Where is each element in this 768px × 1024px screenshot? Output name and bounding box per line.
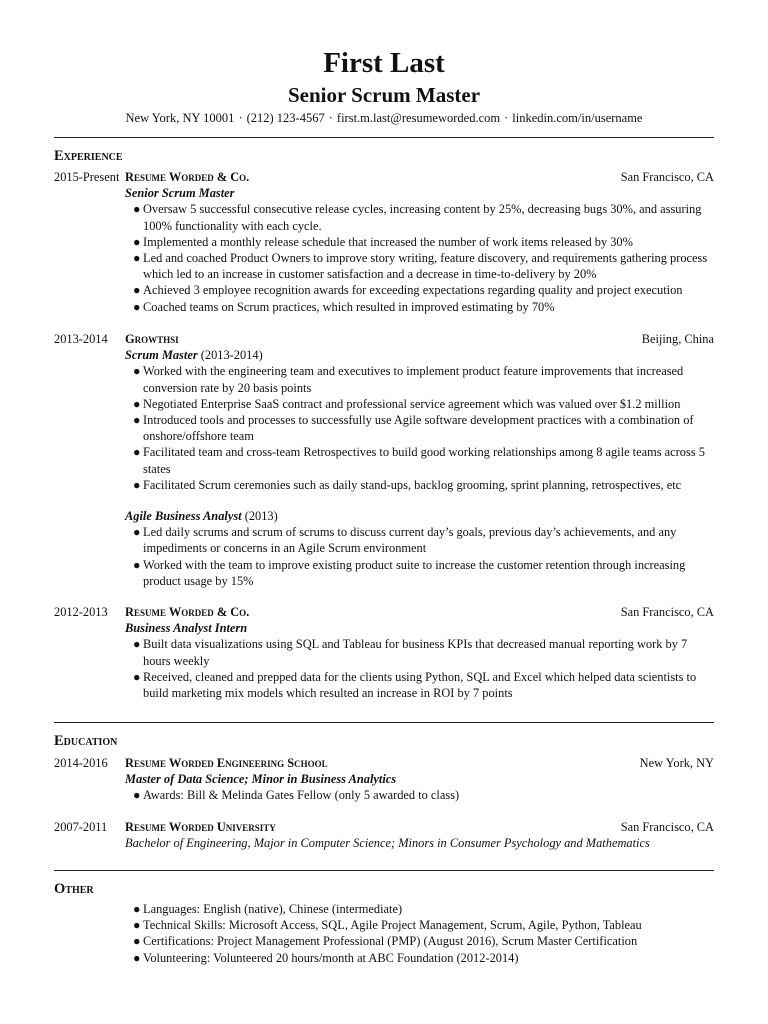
other-section — [54, 901, 714, 966]
contact-phone: (212) 123-4567 — [246, 111, 325, 125]
bullet-icon: ● — [133, 251, 141, 265]
section-divider — [54, 137, 714, 138]
bullet-item — [133, 396, 714, 412]
bullet-text: Worked with the engineering team and executives to implement product feature improvements that increased conversion rate by 20 basis points — [143, 364, 684, 395]
degree-text: Bachelor of Engineering, Major in Computer Science; Minors in Consumer Psychology and Mathematics — [125, 836, 650, 851]
bullet-item — [133, 234, 714, 250]
experience-entry — [54, 604, 714, 701]
section-divider — [54, 870, 714, 871]
bullet-icon: ● — [133, 557, 141, 572]
candidate-name: First Last — [323, 47, 445, 79]
bullet-list — [133, 201, 714, 314]
bullet-text: Technical Skills: Microsoft Access, SQL, Agile Project Management, Scrum, Agile, Python, Tableau — [143, 918, 642, 933]
role-title-text: Agile Business Analyst — [125, 509, 242, 523]
bullet-item — [133, 787, 714, 803]
entry-organization: Resume Worded & Co. — [125, 170, 250, 184]
bullet-item — [133, 557, 714, 589]
bullet-text: Worked with the team to improve existing product suite to increase the customer retention through increasing product usage by 15% — [143, 557, 686, 588]
entry-location: San Francisco, CA — [620, 170, 714, 184]
bullet-icon: ● — [133, 396, 141, 411]
role-title-text: Business Analyst Intern — [125, 621, 248, 636]
bullet-icon: ● — [133, 477, 141, 492]
bullet-item — [133, 444, 714, 476]
bullet-text: Received, cleaned and prepped data for the clients using Python, SQL and Excel which helped data scientists to build marketing mix models which resulted an increase in ROI by 7 points — [143, 669, 697, 700]
bullet-icon: ● — [133, 445, 141, 460]
bullet-icon: ● — [133, 525, 141, 540]
bullet-text: Built data visualizations using SQL and Tableau for business KPIs that decreased manual reporting work by 7 hours weekly — [143, 637, 688, 668]
bullet-list — [133, 787, 714, 803]
bullet-text: Negotiated Enterprise SaaS contract and professional service agreement which was valued over $1.2 million — [143, 396, 681, 411]
entry-dates: 2007-2011 — [54, 820, 108, 834]
bullet-icon: ● — [133, 202, 141, 217]
experience-heading: Experience — [54, 148, 123, 164]
bullet-list — [133, 636, 714, 701]
experience-entry — [54, 169, 714, 315]
entry-dates: 2012-2013 — [54, 605, 108, 619]
bullet-item — [133, 917, 714, 933]
bullet-icon: ● — [133, 283, 141, 298]
bullet-item — [133, 363, 714, 395]
bullet-icon: ● — [133, 234, 141, 249]
role-years: (2013) — [244, 509, 278, 523]
contact-separator: · — [238, 111, 243, 125]
experience-subrole — [54, 508, 714, 589]
bullet-text: Facilitated team and cross-team Retrospectives to build good working relationships among 8 agile teams across 5 states — [143, 445, 705, 476]
bullet-text: Facilitated Scrum ceremonies such as daily stand-ups, backlog grooming, sprint planning, retrospectives, etc — [143, 477, 682, 492]
degree-title — [125, 835, 714, 851]
contact-line — [0, 110, 768, 126]
role-title — [125, 347, 714, 363]
role-title — [125, 620, 714, 636]
bullet-text: Awards: Bill & Melinda Gates Fellow (only 5 awarded to class) — [143, 788, 460, 803]
contact-address: New York, NY 10001 — [125, 111, 235, 125]
bullet-item — [133, 477, 714, 493]
role-title — [125, 185, 714, 201]
entry-location: San Francisco, CA — [620, 820, 714, 834]
role-title-text: Scrum Master — [125, 348, 198, 363]
role-title — [125, 508, 714, 524]
bullet-item — [133, 299, 714, 315]
entry-dates: 2014-2016 — [54, 756, 108, 770]
bullet-list — [133, 901, 714, 966]
contact-email[interactable]: first.m.last@resumeworded.com — [336, 111, 501, 125]
other-heading: Other — [54, 881, 94, 897]
experience-entry — [54, 331, 714, 493]
bullet-icon: ● — [133, 788, 141, 803]
education-entry — [54, 819, 714, 851]
bullet-icon: ● — [133, 669, 141, 684]
bullet-item — [133, 933, 714, 949]
entry-location: New York, NY — [639, 756, 714, 770]
bullet-list — [133, 524, 714, 589]
section-divider — [54, 722, 714, 723]
degree-title — [125, 771, 714, 787]
contact-linkedin[interactable]: linkedin.com/in/username — [512, 111, 643, 125]
entry-organization: Resume Worded & Co. — [125, 605, 250, 619]
role-years: (2013-2014) — [200, 348, 263, 363]
bullet-icon: ● — [133, 918, 141, 933]
candidate-headline: Senior Scrum Master — [287, 83, 481, 107]
entry-location: San Francisco, CA — [620, 605, 714, 619]
bullet-item — [133, 636, 714, 668]
education-heading: Education — [54, 733, 118, 749]
degree-text: Master of Data Science; Minor in Business Analytics — [125, 772, 397, 787]
bullet-icon: ● — [133, 637, 141, 652]
entry-dates: 2015-Present — [54, 170, 120, 184]
bullet-text: Achieved 3 employee recognition awards for exceeding expectations regarding quality and project execution — [143, 283, 683, 298]
contact-separator: · — [328, 111, 333, 125]
bullet-icon: ● — [133, 902, 141, 916]
bullet-text: Volunteering: Volunteered 20 hours/month at ABC Foundation (2012-2014) — [143, 950, 519, 965]
bullet-item — [133, 282, 714, 298]
entry-organization: Resume Worded Engineering School — [125, 756, 328, 770]
bullet-item — [133, 201, 714, 233]
bullet-text: Certifications: Project Management Professional (PMP) (August 2016), Scrum Master Certification — [143, 934, 638, 949]
entry-location: Beijing, China — [641, 332, 714, 346]
contact-separator: · — [504, 111, 509, 125]
bullet-icon: ● — [133, 413, 141, 427]
bullet-icon: ● — [133, 950, 141, 965]
bullet-item — [133, 950, 714, 966]
bullet-text: Oversaw 5 successful consecutive release cycles, increasing content by 25%, decreasing bugs 30%, and assuring 100% functionality with each cycle. — [143, 202, 702, 233]
bullet-text: Introduced tools and processes to successfully use Agile software development practices with a combination of onshore/offshore team — [143, 413, 694, 444]
bullet-text: Languages: English (native), Chinese (intermediate) — [143, 902, 403, 916]
bullet-text: Led daily scrums and scrum of scrums to discuss current day’s goals, previous day’s achievements, and any impediments or concerns in an Agile Scrum environment — [143, 525, 677, 556]
entry-dates: 2013-2014 — [54, 332, 108, 346]
bullet-icon: ● — [133, 934, 141, 949]
entry-organization: Growthsi — [125, 332, 179, 346]
bullet-text: Coached teams on Scrum practices, which resulted in improved estimating by 70% — [143, 299, 555, 314]
bullet-item — [133, 669, 714, 701]
bullet-text: Implemented a monthly release schedule that increased the number of work items released by 30% — [143, 234, 633, 249]
bullet-list — [133, 363, 714, 493]
bullet-text: Led and coached Product Owners to improve story writing, feature discovery, and requirements gathering process which led to an increase in customer satisfaction and a decrease in time-to-delivery by 20% — [143, 251, 708, 282]
bullet-item — [133, 524, 714, 556]
bullet-item — [133, 412, 714, 444]
bullet-icon: ● — [133, 299, 141, 314]
bullet-item — [133, 250, 714, 282]
bullet-icon: ● — [133, 364, 141, 379]
bullet-item — [133, 901, 714, 917]
education-entry — [54, 755, 714, 804]
entry-organization: Resume Worded University — [125, 820, 276, 834]
role-title-text: Senior Scrum Master — [125, 186, 235, 201]
